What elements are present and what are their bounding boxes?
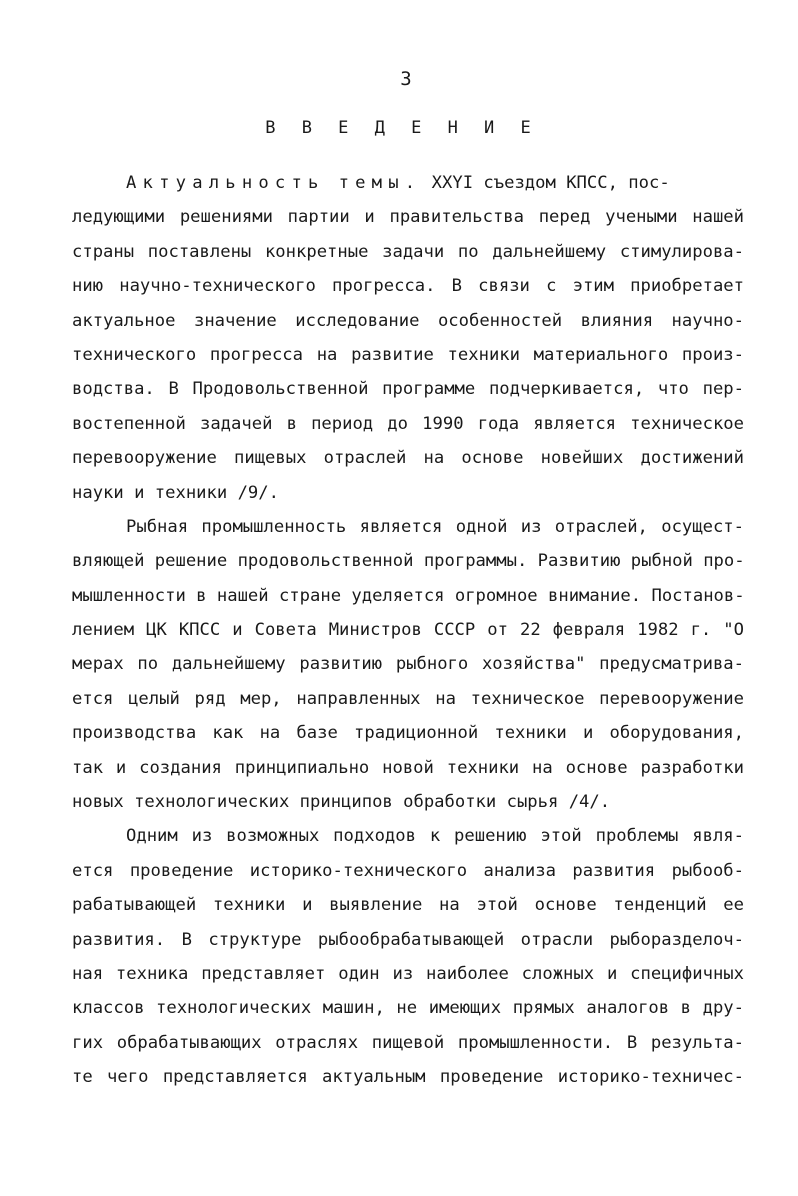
text-line: рабатывающей техники и выявление на этой основе тенденций ее (72, 895, 744, 916)
text-line: те чего представляется актуальным проведение историко-техничес- (72, 1067, 744, 1088)
text-line: страны поставлены конкретные задачи по дальнейшему стимулирова- (72, 241, 744, 262)
text-line: ется целый ряд мер, направленных на техническое перевооружение (72, 688, 744, 709)
paragraph-1 (72, 200, 744, 510)
text-line: ная техника представляет один из наиболее сложных и специфичных (72, 963, 744, 984)
body-text (72, 166, 744, 1095)
topic-label: Актуальность (126, 173, 325, 193)
text-line: мерах по дальнейшему развитию рыбного хозяйства" предусматрива- (72, 654, 744, 675)
text-line: классов технологических машин, не имеющих прямых аналогов в дру- (72, 998, 744, 1019)
text-line: мышленности в нашей стране уделяется огромное внимание. Постанов- (72, 585, 745, 606)
text-line: развития. В структуре рыбообрабатывающей отрасли рыборазделоч- (72, 929, 744, 950)
text-line: ется проведение историко-технического анализа развития рыбооб- (72, 860, 744, 881)
text-line: лением ЦК КПСС и Совета Министров СССР от 22 февраля 1982 г. "О (72, 620, 744, 641)
paragraph-2 (72, 510, 744, 820)
page-number: 3 (400, 68, 412, 90)
text-line: новых технологических принципов обработки сырья /4/. (72, 792, 611, 813)
text-line: водства. В Продовольственной программе подчеркивается, что пер- (72, 379, 744, 400)
topic-label-2: темы. (338, 173, 422, 193)
text-line: актуальное значение исследование особенностей влияния научно- (72, 310, 744, 331)
text-line: ледующими решениями партии и правительства перед учеными нашей (72, 207, 744, 228)
paragraph-3 (72, 819, 744, 1094)
paragraph-1-first-line (72, 166, 744, 200)
text-line: так и создания принципиально новой техники на основе разработки (72, 757, 744, 778)
text-line: гих обрабатывающих отраслях пищевой промышленности. В результа- (72, 1032, 744, 1053)
text-line: перевооружение пищевых отраслей на основе новейших достижений (72, 448, 744, 469)
text-line: Рыбная промышленность является одной из отраслей, осущест- (126, 516, 744, 537)
text-line: нию научно-технического прогресса. В связи с этим приобретает (72, 276, 744, 297)
text-line: Одним из возможных подходов к решению этой проблемы явля- (126, 826, 744, 847)
text-line: науки и техники /9/. (72, 482, 279, 503)
text-line: технического прогресса на развитие техники материального произ- (72, 344, 744, 365)
text-line: производства как на базе традиционной техники и оборудования, (72, 723, 744, 744)
text-line: востепенной задачей в период до 1990 года является техническое (72, 413, 744, 434)
section-heading: В В Е Д Е Н И Е (265, 118, 539, 138)
first-line-text: XXYI съездом КПСС, пос- (421, 173, 670, 193)
text-line: вляющей решение продовольственной программы. Развитию рыбной про- (72, 551, 745, 572)
